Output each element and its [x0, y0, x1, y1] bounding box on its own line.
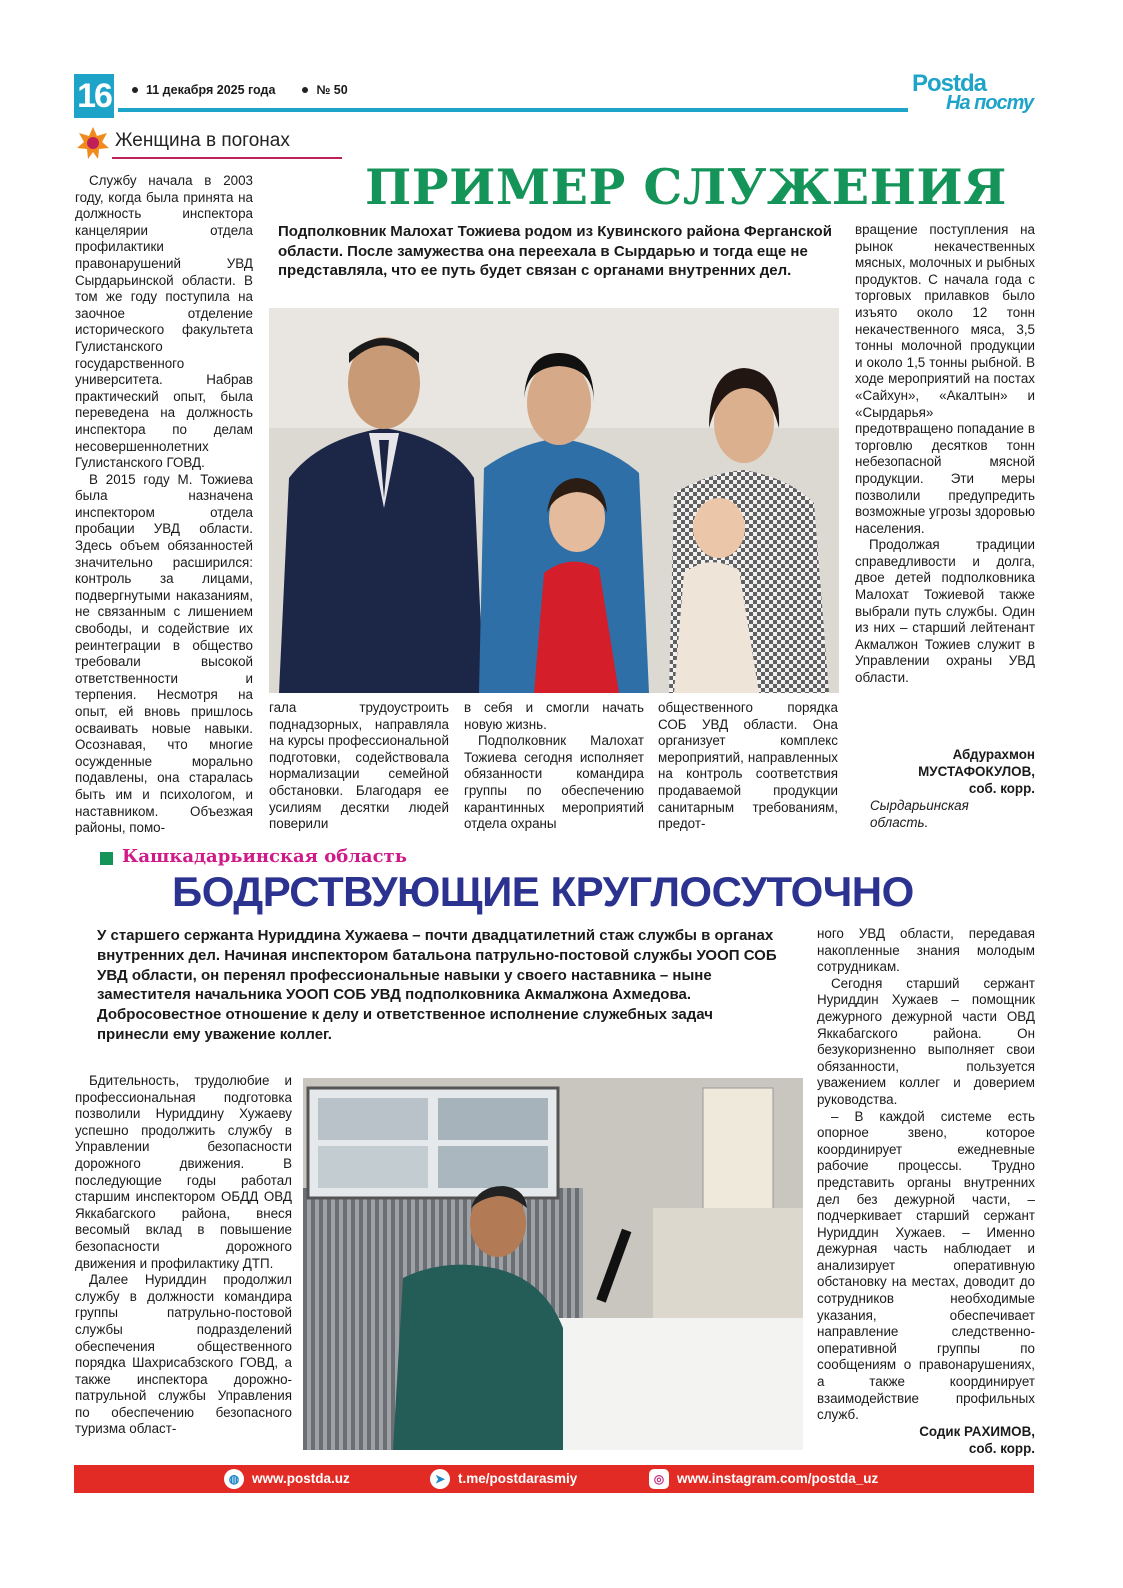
paragraph: В 2015 году М. Тожиева была назначена инспектором отдела пробации УВД области. Здесь объем обязанностей значительно расширился: контроль за лицами, подвергнутыми наказаниям, не связанным с лишением свободы, и содействие их реинтеграции в общество требовали высокой ответственности и терпения. Несмотря на опыт, ей вновь пришлось осваивать новые навыки. Осознавая, что многие осужденные морально подавлены, она старалась быть им и психологом, и наставником. Объезжая районы, помо-: [75, 471, 253, 836]
rubric-article1: Женщина в погонах: [115, 130, 290, 151]
issue-date: 11 декабря 2025 года: [146, 83, 276, 97]
instagram-link[interactable]: www.instagram.com/postda_uz: [677, 1471, 879, 1486]
article1-title: ПРИМЕР СЛУЖЕНИЯ: [365, 158, 1007, 216]
paragraph: Продолжая традиции справедливости и долга, двое детей подполковника Малохат Тожиевой также выбрали путь службы. Один из них – старший лейтенант Акмалжон Тожиев служит в Управлении охраны УВД области.: [855, 537, 1035, 686]
issue-number: № 50: [316, 83, 348, 97]
telegram-link[interactable]: t.me/postdarasmiy: [458, 1471, 578, 1486]
paragraph: Сегодня старший сержант Нуриддин Хужаев – помощник дежурного дежурной части ОВД Яккабагского района. Он безукоризненно выполняет свои обязанности, пользуется уважением коллег и доверием руководства.: [817, 975, 1035, 1107]
paragraph: в себя и смогли начать новую жизнь.: [464, 700, 644, 732]
header-divider: [118, 108, 908, 112]
article2-title: БОДРСТВУЮЩИЕ КРУГЛОСУТОЧНО: [172, 868, 914, 915]
paragraph: гала трудоустроить поднадзорных, направляла на курсы профессиональной подготовки, содействовала нормализации семейной обстановки. Благодаря ее усилиям десятки людей поверили: [269, 700, 449, 832]
family-photo: [269, 308, 839, 693]
paragraph: ного УВД области, передавая накопленные знания молодым сотрудникам.: [817, 926, 1035, 975]
globe-icon: ◍: [224, 1469, 244, 1489]
rubric-underline: [112, 157, 342, 159]
issue-info: [132, 83, 348, 97]
article2-lead: У старшего сержанта Нуриддина Хужаева – почти двадцатилетний стаж службы в органах внутренних дел. Начиная инспектором батальона патрульно-постовой службы УООП СОБ УВД области, он перенял профессиональные навыки у своего наставника – ныне заместителя начальника УООП СОБ УВД подполковника Акмалжона Ахмедова. Добросовестное отношение к делу и ответственное исполнение служебных задач принесли ему уважение коллег.: [97, 927, 777, 1043]
author-role: соб. корр.: [968, 781, 1035, 796]
article2-col1: [75, 1073, 292, 1438]
article1-lead: Подполковник Малохат Тожиева родом из Кувинского района Ферганской области. После замужества она переехала в Сырдарью и тогда еще не представляла, что ее путь будет связан с органами внутренних дел.: [278, 223, 832, 279]
paragraph: общественного порядка СОБ УВД области. Она организует комплекс мероприятий, направленных на контроль соответствия продаваемой продукции санитарным требованиям, предот-: [658, 700, 838, 832]
article1-col5: [855, 222, 1035, 687]
rubric-square-icon: [100, 852, 113, 865]
author-name: Содик РАХИМОВ,: [919, 1424, 1035, 1439]
bullet-icon: [132, 87, 138, 93]
article1-col4: [658, 700, 838, 833]
paragraph: вращение поступления на рынок некачественных мясных, молочных и рыбных продуктов. С начала года с торговых прилавков было изъято около 12 тонн некачественного мяса, 3,5 тонны молочной продукции и около 1,5 тонны рыбной. В ходе мероприятий на постах «Сайхун», «Акалтын» и «Сырдарья» предотвращено попадание в торговлю десятков тонн небезопасной мясной продукции. Эти меры позволили предупредить возможные угрозы здоровью населения.: [855, 222, 1035, 536]
logo-na-postu: На посту: [946, 92, 1034, 114]
page-number: 16: [74, 74, 114, 118]
paragraph: Бдительность, трудолюбие и профессиональная подготовка позволили Нуриддину Хужаеву успешно продолжить службу в Управлении безопасности дорожного движения. В последующие годы работал старшим инспектором ОБДД ОВД Яккабагского района, внеся весомый вклад в повышение безопасности дорожного движения и профилактику ДТП.: [75, 1073, 292, 1271]
star-icon: [76, 126, 110, 160]
telegram-icon: ➤: [430, 1469, 450, 1489]
instagram-icon: ◎: [649, 1469, 669, 1489]
duty-officer-photo: [303, 1078, 803, 1450]
article2-col2: [817, 926, 1035, 1424]
article1-author: [855, 746, 1035, 797]
paragraph: Далее Нуриддин продолжил службу в должности командира группы патрульно-постовой службы подразделений обеспечения общественного порядка Шахрисабзского ГОВД, а также инспектора дорожно-патрульной службы Управления по обеспечению безопасного туризма област-: [75, 1272, 292, 1437]
paragraph: – В каждой системе есть опорное звено, которое координирует ежедневные рабочие процессы. Трудно представить органы внутренних дел без дежурной части, – подчеркивает старший сержант Нуриддин Хужаев. – Именно дежурная часть наблюдает и анализирует оперативную обстановку на местах, доводит до сотрудников необходимые указания, обеспечивает направление следственно-оперативной группы по сообщениям о правонарушениях, а также координирует взаимодействие профильных служб.: [817, 1108, 1035, 1423]
article1-col3: [464, 700, 644, 833]
author-region: Сырдарьинская область.: [870, 798, 969, 830]
logo-postda: Postda: [912, 70, 987, 97]
author-role: соб. корр.: [968, 1441, 1035, 1456]
website-link[interactable]: www.postda.uz: [252, 1471, 350, 1486]
article1-col1: [75, 173, 253, 837]
rubric-article2: Кашкадарьинская область: [122, 846, 407, 867]
paragraph: Подполковник Малохат Тожиева сегодня исполняет обязанности командира группы по обеспечению карантинных мероприятий отдела охраны: [464, 733, 644, 832]
author-name: Абдурахмон МУСТАФОКУЛОВ,: [918, 747, 1035, 779]
article1-col2: [269, 700, 449, 833]
footer-bar: [74, 1465, 1034, 1493]
article2-author: [817, 1423, 1035, 1457]
bullet-icon: [302, 87, 308, 93]
paragraph: Службу начала в 2003 году, когда была принята на должность инспектора канцелярии отдела профилактики правонарушений УВД Сырдарьинской области. В том же году поступила на заочное отделение исторического факультета Гулистанского государственного университета. Набрав практический опыт, была переведена на должность инспектора по делам несовершеннолетних Гулистанского ГОВД.: [75, 173, 253, 471]
